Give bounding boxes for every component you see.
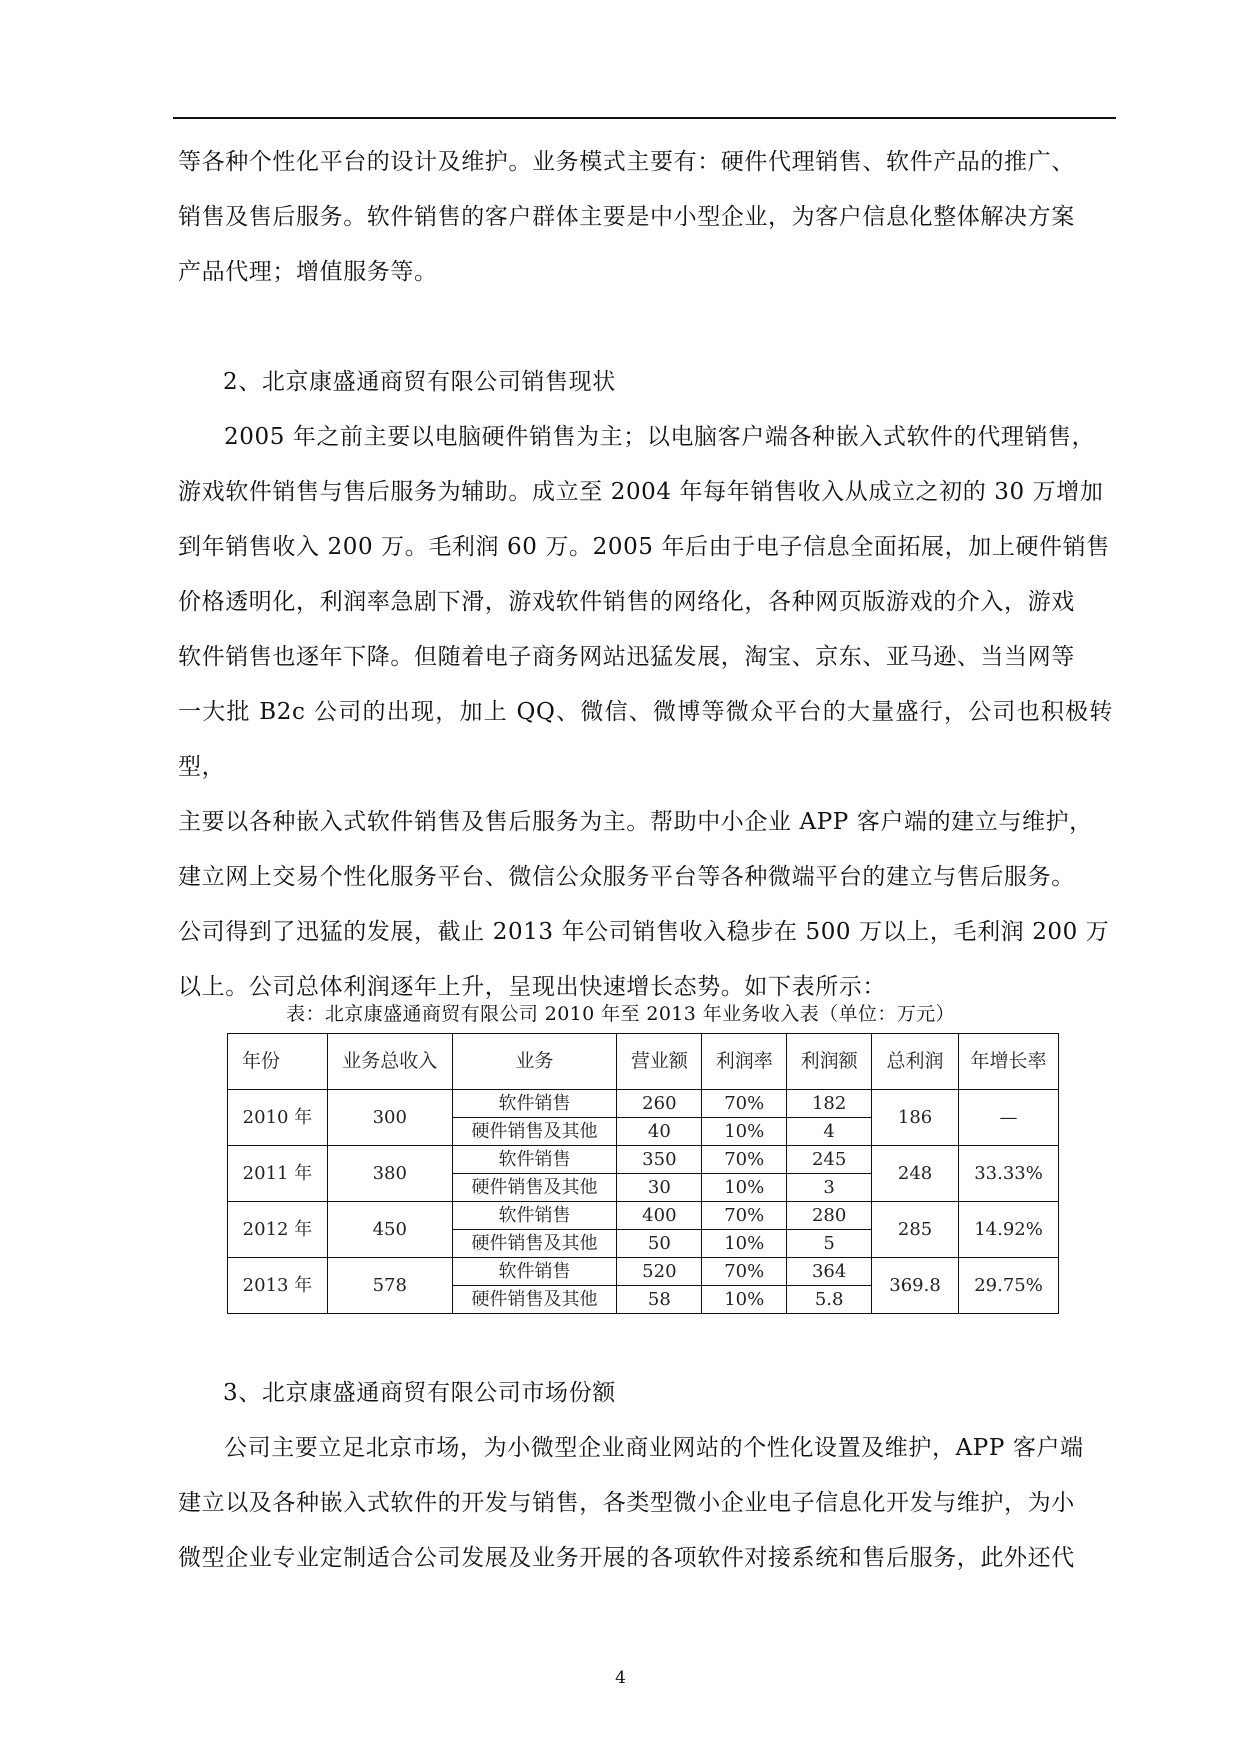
cell-margin: 70%: [702, 1146, 787, 1174]
cell-business: 硬件销售及其他: [452, 1118, 617, 1146]
cell-business: 硬件销售及其他: [452, 1286, 617, 1314]
cell-year: 2010 年: [228, 1090, 328, 1146]
text-line: 价格透明化，利润率急剧下滑，游戏软件销售的网络化，各种网页版游戏的介入，游戏: [178, 589, 1075, 615]
header-revenue: 营业额: [617, 1034, 702, 1090]
cell-total-profit: 186: [872, 1090, 959, 1146]
header-growth: 年增长率: [959, 1034, 1059, 1090]
cell-margin: 70%: [702, 1090, 787, 1118]
revenue-table: [227, 1033, 1059, 1314]
cell-year: 2012 年: [228, 1202, 328, 1258]
text-line: 微型企业专业定制适合公司发展及业务开展的各项软件对接系统和售后服务，此外还代: [178, 1545, 1075, 1571]
cell-total-profit: 369.8: [872, 1258, 959, 1314]
cell-profit: 364: [787, 1258, 872, 1286]
text-line: 建立以及各种嵌入式软件的开发与销售，各类型微小企业电子信息化开发与维护，为小: [178, 1490, 1075, 1516]
text-line: 主要以各种嵌入式软件销售及售后服务为主。帮助中小企业 APP 客户端的建立与维护，: [178, 809, 1093, 835]
cell-growth: 14.92%: [959, 1202, 1059, 1258]
text-line: 销售及售后服务。软件销售的客户群体主要是中小型企业，为客户信息化整体解决方案: [178, 204, 1075, 230]
cell-margin: 10%: [702, 1118, 787, 1146]
cell-growth: 29.75%: [959, 1258, 1059, 1314]
text-line: 公司主要立足北京市场，为小微型企业商业网站的个性化设置及维护，APP 客户端: [224, 1435, 1084, 1461]
table-row: [228, 1258, 1059, 1286]
section-2-heading: 2、北京康盛通商贸有限公司销售现状: [223, 369, 616, 395]
header-margin: 利润率: [702, 1034, 787, 1090]
cell-revenue: 50: [617, 1230, 702, 1258]
cell-business: 硬件销售及其他: [452, 1174, 617, 1202]
text-line: 2005 年之前主要以电脑硬件销售为主；以电脑客户端各种嵌入式软件的代理销售，: [224, 424, 1096, 450]
cell-total-revenue: 380: [327, 1146, 452, 1202]
cell-year: 2011 年: [228, 1146, 328, 1202]
text-line: 建立网上交易个性化服务平台、微信公众服务平台等各种微端平台的建立与售后服务。: [178, 864, 1075, 890]
header-profit: 利润额: [787, 1034, 872, 1090]
cell-profit: 3: [787, 1174, 872, 1202]
cell-revenue: 40: [617, 1118, 702, 1146]
table-header-row: [228, 1034, 1059, 1090]
cell-total-revenue: 300: [327, 1090, 452, 1146]
cell-margin: 70%: [702, 1258, 787, 1286]
table-row: [228, 1090, 1059, 1118]
text-line: 到年销售收入 200 万。毛利润 60 万。2005 年后由于电子信息全面拓展，加上硬件销售: [178, 534, 1110, 560]
cell-margin: 10%: [702, 1174, 787, 1202]
header-total-profit: 总利润: [872, 1034, 959, 1090]
cell-business: 软件销售: [452, 1202, 617, 1230]
text-line: 公司得到了迅猛的发展，截止 2013 年公司销售收入稳步在 500 万以上，毛利润 200 万: [178, 919, 1110, 945]
cell-year: 2013 年: [228, 1258, 328, 1314]
cell-profit: 5: [787, 1230, 872, 1258]
text-line: 软件销售也逐年下降。但随着电子商务网站迅猛发展，淘宝、京东、亚马逊、当当网等: [178, 644, 1075, 670]
text-line: 游戏软件销售与售后服务为辅助。成立至 2004 年每年销售收入从成立之初的 30 万增加: [178, 479, 1104, 505]
cell-total-revenue: 578: [327, 1258, 452, 1314]
cell-total-profit: 285: [872, 1202, 959, 1258]
table-row: [228, 1202, 1059, 1230]
text-line: 产品代理；增值服务等。: [178, 259, 438, 285]
intro-paragraph: [178, 135, 1113, 300]
text-line: 一大批 B2c 公司的出现，加上 QQ、微信、微博等微众平台的大量盛行，公司也积极转型，: [178, 699, 1113, 780]
cell-revenue: 30: [617, 1174, 702, 1202]
cell-profit: 280: [787, 1202, 872, 1230]
cell-total-profit: 248: [872, 1146, 959, 1202]
cell-revenue: 58: [617, 1286, 702, 1314]
cell-profit: 245: [787, 1146, 872, 1174]
header-total-revenue: 业务总收入: [327, 1034, 452, 1090]
cell-revenue: 520: [617, 1258, 702, 1286]
cell-profit: 182: [787, 1090, 872, 1118]
cell-profit: 5.8: [787, 1286, 872, 1314]
cell-business: 软件销售: [452, 1258, 617, 1286]
table-caption: 表：北京康盛通商贸有限公司 2010 年至 2013 年业务收入表（单位：万元）: [286, 1003, 955, 1025]
cell-growth: —: [959, 1090, 1059, 1146]
cell-margin: 70%: [702, 1202, 787, 1230]
section-2-body: [178, 410, 1113, 1015]
text-line: 等各种个性化平台的设计及维护。业务模式主要有：硬件代理销售、软件产品的推广、: [178, 149, 1075, 175]
table-row: [228, 1146, 1059, 1174]
cell-revenue: 400: [617, 1202, 702, 1230]
cell-profit: 4: [787, 1118, 872, 1146]
section-3-heading: 3、北京康盛通商贸有限公司市场份额: [223, 1380, 616, 1406]
cell-business: 硬件销售及其他: [452, 1230, 617, 1258]
cell-growth: 33.33%: [959, 1146, 1059, 1202]
cell-revenue: 260: [617, 1090, 702, 1118]
header-rule: [173, 117, 1116, 119]
cell-margin: 10%: [702, 1286, 787, 1314]
cell-margin: 10%: [702, 1230, 787, 1258]
cell-business: 软件销售: [452, 1146, 617, 1174]
cell-business: 软件销售: [452, 1090, 617, 1118]
cell-revenue: 350: [617, 1146, 702, 1174]
header-year: 年份: [228, 1034, 328, 1090]
header-business: 业务: [452, 1034, 617, 1090]
page-number: 4: [615, 1668, 626, 1688]
cell-total-revenue: 450: [327, 1202, 452, 1258]
section-3-body: [178, 1421, 1113, 1586]
text-line: 以上。公司总体利润逐年上升，呈现出快速增长态势。如下表所示：: [178, 974, 886, 1000]
